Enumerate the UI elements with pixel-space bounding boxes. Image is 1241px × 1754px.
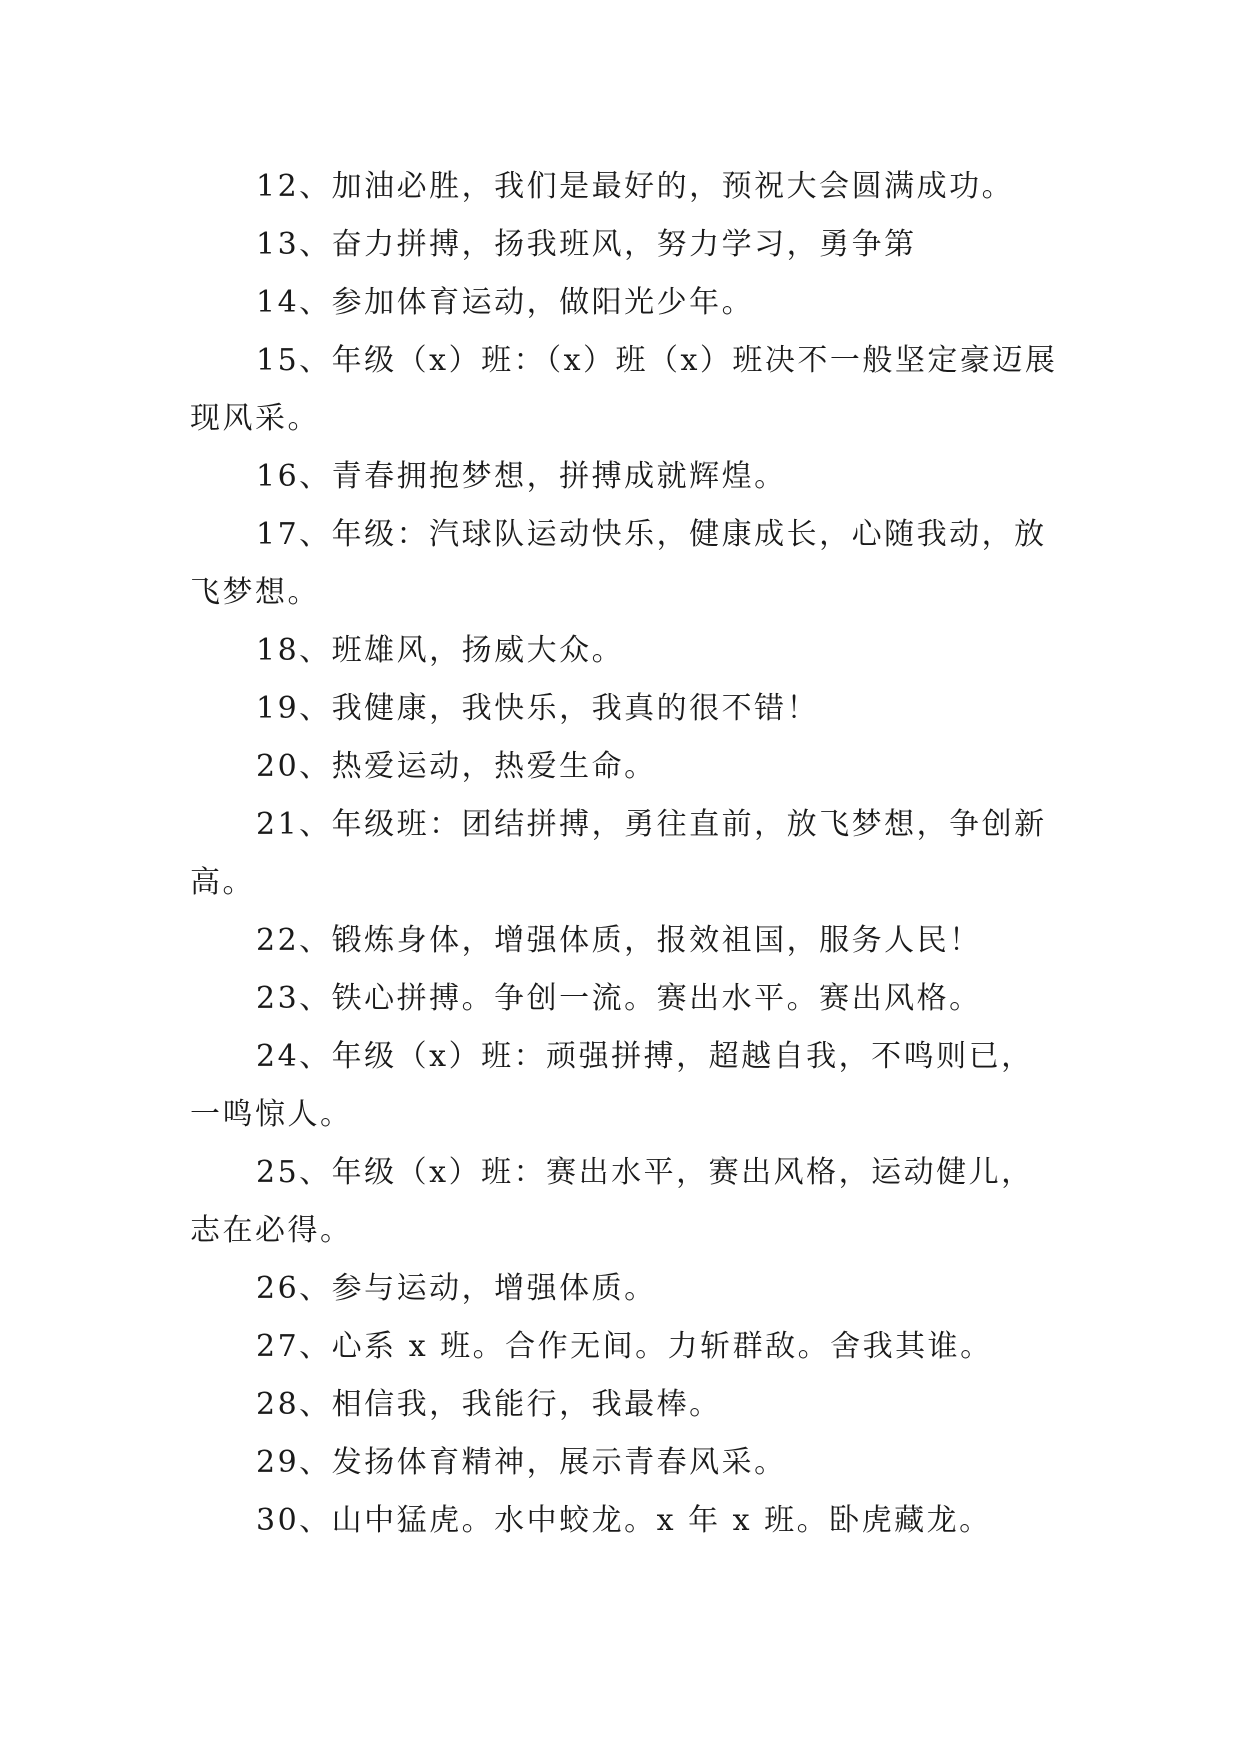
slogan-item: 28、相信我，我能行，我最棒。 [256, 1387, 722, 1422]
slogan-item: 30、山中猛虎。水中蛟龙。x 年 x 班。卧虎藏龙。 [256, 1503, 992, 1538]
slogan-item: 20、热爱运动，热爱生命。 [256, 749, 657, 784]
slogan-item: 21、年级班：团结拼搏，勇往直前，放飞梦想，争创新高。 [190, 807, 1047, 900]
slogan-item: 23、铁心拼搏。争创一流。赛出水平。赛出风格。 [256, 981, 982, 1016]
slogan-item: 22、锻炼身体，增强体质，报效祖国，服务人民！ [256, 923, 982, 958]
slogan-item: 26、参与运动，增强体质。 [256, 1271, 657, 1306]
slogan-item: 16、青春拥抱梦想，拼搏成就辉煌。 [256, 459, 787, 494]
slogan-item: 25、年级（x）班：赛出水平，赛出风格，运动健儿，志在必得。 [190, 1155, 1034, 1248]
slogan-item: 19、我健康，我快乐，我真的很不错！ [256, 691, 820, 726]
slogan-item: 12、加油必胜，我们是最好的，预祝大会圆满成功。 [256, 169, 1015, 204]
slogan-item: 24、年级（x）班：顽强拼搏，超越自我，不鸣则已，一鸣惊人。 [190, 1039, 1034, 1132]
slogan-item: 13、奋力拼搏，扬我班风，努力学习，勇争第 [256, 227, 917, 262]
slogan-item: 15、年级（x）班：（x）班（x）班决不一般坚定豪迈展现风采。 [190, 343, 1058, 436]
document-body [190, 158, 1060, 1550]
slogan-item: 29、发扬体育精神，展示青春风采。 [256, 1445, 787, 1480]
slogan-item: 27、心系 x 班。合作无间。力斩群敌。舍我其谁。 [256, 1329, 993, 1364]
slogan-item: 17、年级：汽球队运动快乐，健康成长，心随我动，放飞梦想。 [190, 517, 1047, 610]
slogan-item: 18、班雄风，扬威大众。 [256, 633, 625, 668]
slogan-item: 14、参加体育运动，做阳光少年。 [256, 285, 755, 320]
